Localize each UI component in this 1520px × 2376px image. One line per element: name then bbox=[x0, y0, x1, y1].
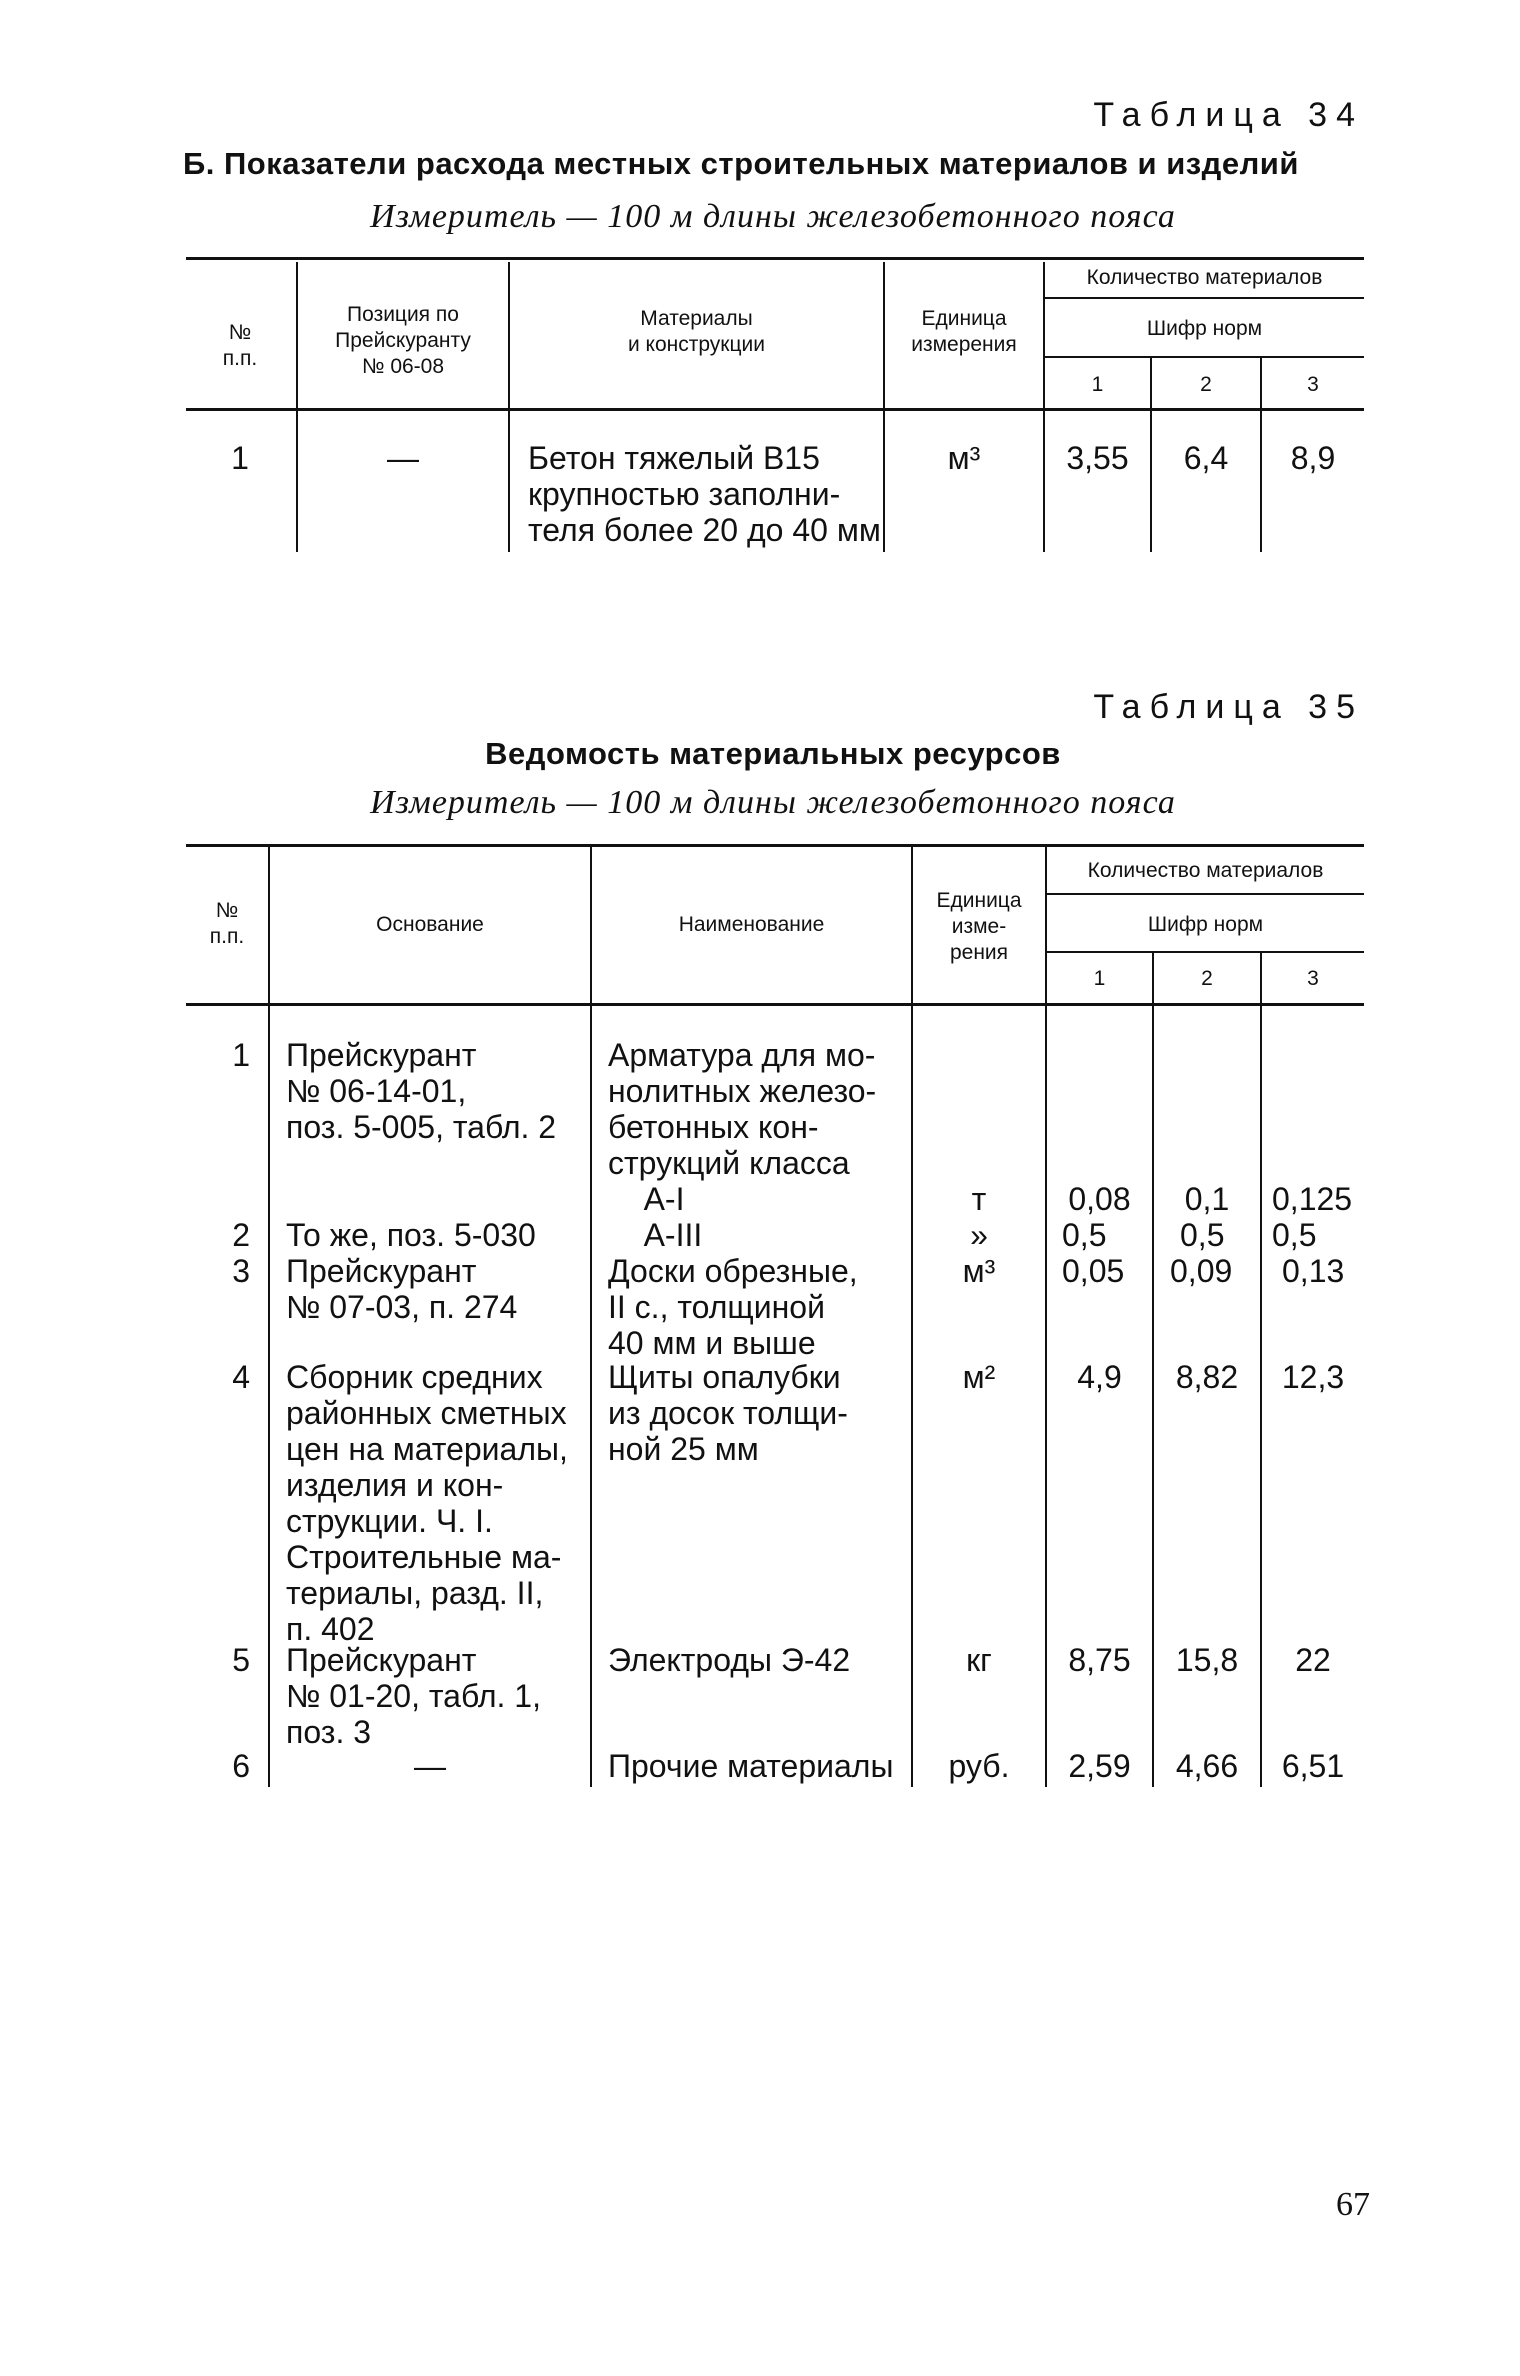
cell-value-1: 0,5 bbox=[1062, 1217, 1107, 1253]
cell-basis: То же, поз. 5-030 bbox=[286, 1217, 536, 1253]
cell-position: — bbox=[387, 440, 419, 476]
header-quantity: Количество материалов bbox=[1087, 859, 1324, 882]
cell-value-2: 0,5 bbox=[1180, 1217, 1225, 1253]
table-35-title: Ведомость материальных ресурсов bbox=[485, 736, 1061, 771]
cell-basis: — bbox=[414, 1748, 446, 1784]
page-number: 67 bbox=[1336, 2186, 1370, 2223]
header-position: Позиция по Прейскуранту № 06-08 bbox=[335, 303, 471, 378]
cell-unit: м³ bbox=[962, 1253, 996, 1289]
cell-name: Прочие материалы bbox=[608, 1748, 894, 1784]
cell-value-2: 15,8 bbox=[1175, 1642, 1239, 1678]
cell-num: 3 bbox=[232, 1253, 250, 1289]
cell-value-1: 3,55 bbox=[1066, 440, 1129, 476]
cell-basis: Прейскурант № 01-20, табл. 1, поз. 3 bbox=[286, 1642, 541, 1750]
cell-value-3: 8,9 bbox=[1290, 440, 1336, 476]
cell-unit: кг bbox=[966, 1642, 992, 1678]
header-num: № п.п. bbox=[209, 899, 245, 948]
header-n1: 1 bbox=[1093, 967, 1106, 990]
cell-name: Электроды Э-42 bbox=[608, 1642, 851, 1678]
table-34-title: Б. Показатели расхода местных строительных материалов и изделий bbox=[183, 146, 1299, 181]
cell-name: А-III bbox=[608, 1217, 703, 1253]
table-34-label: Таблица 34 bbox=[1093, 96, 1364, 134]
cell-num: 2 bbox=[232, 1217, 250, 1253]
cell-value-2: 4,66 bbox=[1175, 1748, 1239, 1784]
cell-value-3: 12,3 bbox=[1281, 1359, 1345, 1395]
header-num: № п.п. bbox=[222, 321, 258, 370]
cell-name: Арматура для мо- нолитных железо- бетонных кон- струкций класса А-I bbox=[608, 1037, 877, 1217]
cell-value-1: 2,59 bbox=[1068, 1748, 1131, 1784]
header-n2: 2 bbox=[1201, 967, 1213, 990]
header-code: Шифр норм bbox=[1146, 317, 1263, 340]
header-code: Шифр норм bbox=[1147, 913, 1264, 936]
cell-num: 6 bbox=[232, 1748, 250, 1784]
cell-value-1: 8,75 bbox=[1068, 1642, 1131, 1678]
cell-value-2: 0,09 bbox=[1170, 1253, 1233, 1289]
cell-name: Доски обрезные, II с., толщиной 40 мм и выше bbox=[608, 1253, 858, 1361]
cell-unit: м² bbox=[962, 1359, 996, 1395]
header-unit: Единица измерения bbox=[911, 307, 1017, 356]
header-n1: 1 bbox=[1091, 373, 1104, 396]
header-materials: Материалы и конструкции bbox=[627, 307, 765, 356]
cell-value-2: 8,82 bbox=[1175, 1359, 1239, 1395]
cell-value-3: 22 bbox=[1295, 1642, 1331, 1678]
cell-value-1: 4,9 bbox=[1077, 1359, 1122, 1395]
cell-basis: Прейскурант № 07-03, п. 274 bbox=[286, 1253, 518, 1325]
cell-value-3: 0,5 bbox=[1272, 1217, 1317, 1253]
header-n3: 3 bbox=[1307, 373, 1319, 396]
cell-name: Щиты опалубки из досок толщи- ной 25 мм bbox=[608, 1359, 848, 1467]
cell-value-3: 0,125 bbox=[1272, 1181, 1353, 1217]
cell-unit: т bbox=[971, 1181, 987, 1217]
cell-num: 1 bbox=[231, 440, 249, 476]
header-n2: 2 bbox=[1200, 373, 1212, 396]
cell-num: 4 bbox=[232, 1359, 250, 1395]
cell-unit: руб. bbox=[948, 1748, 1010, 1784]
cell-value-2: 6,4 bbox=[1183, 440, 1229, 476]
cell-unit: м³ bbox=[947, 440, 981, 476]
cell-value-1: 0,08 bbox=[1068, 1181, 1131, 1217]
cell-value-3: 6,51 bbox=[1281, 1748, 1345, 1784]
cell-value-3: 0,13 bbox=[1282, 1253, 1345, 1289]
table-35-label: Таблица 35 bbox=[1093, 688, 1364, 726]
cell-value-2: 0,1 bbox=[1184, 1181, 1230, 1217]
table-34-subtitle: Измеритель — 100 м длины железобетонного пояса bbox=[370, 198, 1176, 235]
cell-num: 5 bbox=[232, 1642, 250, 1678]
cell-num: 1 bbox=[232, 1037, 250, 1073]
header-n3: 3 bbox=[1307, 967, 1319, 990]
header-basis: Основание bbox=[376, 913, 484, 936]
table-35-subtitle: Измеритель — 100 м длины железобетонного пояса bbox=[370, 784, 1176, 821]
header-name: Наименование bbox=[678, 913, 825, 936]
cell-unit: » bbox=[970, 1217, 988, 1253]
header-quantity: Количество материалов bbox=[1086, 266, 1323, 289]
cell-basis: Прейскурант № 06-14-01, поз. 5-005, табл. 2 bbox=[286, 1037, 557, 1145]
header-unit: Единица изме- рения bbox=[936, 889, 1022, 964]
cell-material: Бетон тяжелый В15 крупностью заполни- теля более 20 до 40 мм bbox=[528, 440, 881, 548]
cell-value-1: 0,05 bbox=[1062, 1253, 1125, 1289]
cell-basis: Сборник средних районных сметных цен на материалы, изделия и кон- струкции. Ч. I. Строительные ма- териалы, разд. II, п. 402 bbox=[286, 1359, 568, 1647]
